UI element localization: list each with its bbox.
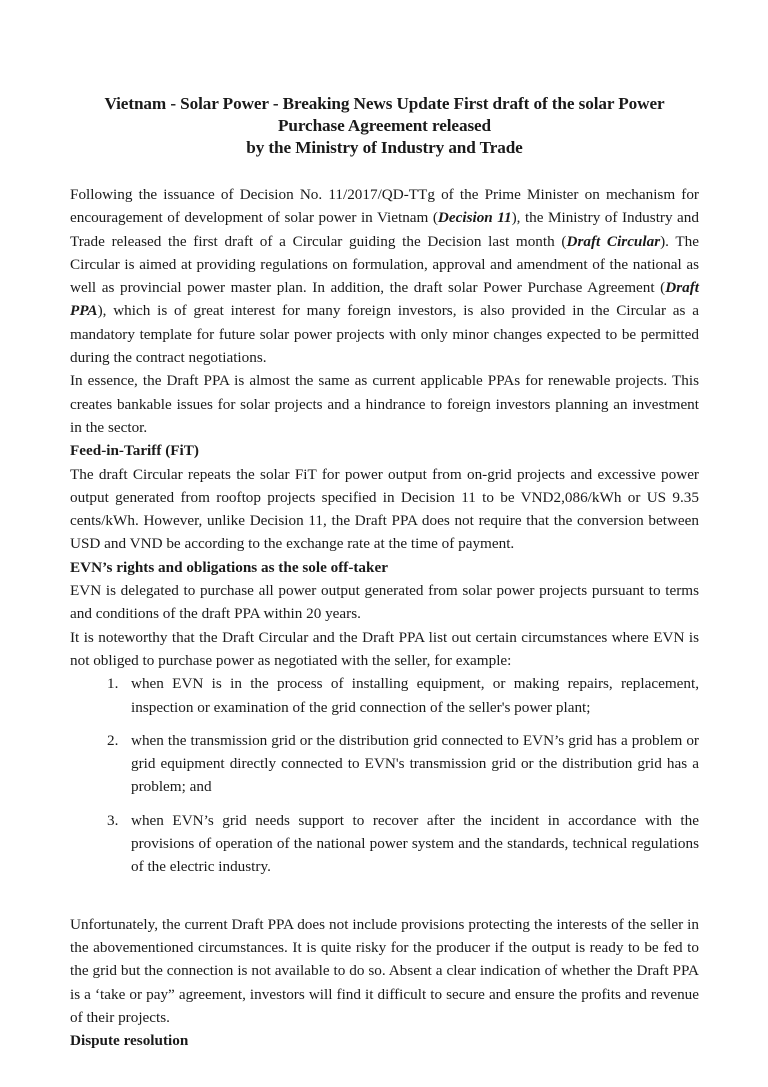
title-line-3: by the Ministry of Industry and Trade xyxy=(246,138,523,157)
list-item-number: 1. xyxy=(107,675,119,693)
intro-paragraph-1 xyxy=(70,183,699,369)
list-item-number: 2. xyxy=(107,731,119,749)
list-item xyxy=(107,809,699,879)
list-item xyxy=(107,672,699,719)
list-item-number: 3. xyxy=(107,811,119,829)
list-item-text: when EVN is in the process of installing equipment, or making repairs, replacement, inspection or examination of the grid connection of the seller's power plant; xyxy=(131,675,699,716)
list-item xyxy=(107,729,699,799)
section-heading-dispute: Dispute resolution xyxy=(70,1032,189,1050)
defined-term-decision-11: Decision 11 xyxy=(437,209,512,227)
evn-paragraph-3: Unfortunately, the current Draft PPA does not include provisions protecting the interests of the seller in the abovementioned circumstances. It is quite risky for the producer if the output is ready to be fed to the grid but the connection is not available to do so. Absent a clear indication of whether the Draft PPA is a ‘take or pay” agreement, investors will find it difficult to secure and ensure the profits and revenue of their projects. xyxy=(70,915,699,1026)
list-item-text: when EVN’s grid needs support to recover after the incident in accordance with the provisions of operation of the national power system and the standards, technical regulations of the electric industry. xyxy=(131,811,699,876)
intro-text-b: ), the Ministry of Industry and Trade released the first draft of a Circular guiding the Decision last month ( xyxy=(70,209,699,250)
defined-term-draft-circular: Draft Circular xyxy=(566,232,661,250)
evn-paragraph-1: EVN is delegated to purchase all power output generated from solar power projects pursuant to terms and conditions of the draft PPA within 20 years. xyxy=(70,582,699,623)
title-line-2: Purchase Agreement released xyxy=(277,116,492,135)
circumstances-list xyxy=(70,672,699,878)
defined-term-draft-ppa: Draft PPA xyxy=(70,279,699,320)
evn-paragraph-2: It is noteworthy that the Draft Circular and the Draft PPA list out certain circumstances where EVN is not obliged to purchase power as negotiated with the seller, for example: xyxy=(70,628,699,669)
document-page xyxy=(70,93,699,1052)
intro-paragraph-2: In essence, the Draft PPA is almost the same as current applicable PPAs for renewable projects. This creates bankable issues for solar projects and a hindrance to foreign investors planning an investment in the sector. xyxy=(70,372,699,436)
document-title xyxy=(70,93,699,159)
intro-text-c: ). The Circular is aimed at providing regulations on formulation, approval and amendment of the national as well as provincial power master plan. In addition, the draft solar Power Purchase Agreement ( xyxy=(70,232,700,297)
section-heading-evn: EVN’s rights and obligations as the sole off-taker xyxy=(70,558,388,576)
fit-paragraph: The draft Circular repeats the solar FiT for power output from on-grid projects and excessive power output generated from rooftop projects specified in Decision 11 to be VND2,086/kWh or US 9.35 cents/kWh. However, unlike Decision 11, the Draft PPA does not require that the conversion between USD and VND be according to the exchange rate at the time of payment. xyxy=(70,465,699,553)
intro-text-a: Following the issuance of Decision No. 11/2017/QD-TTg of the Prime Minister on mechanism for encouragement of development of solar power in Vietnam ( xyxy=(70,186,699,227)
title-line-1: Vietnam - Solar Power - Breaking News Update First draft of the solar Power xyxy=(104,94,665,113)
intro-text-d: ), which is of great interest for many foreign investors, is also provided in the Circular as a mandatory template for future solar power projects with only minor changes expected to be permitted during the contract negotiations. xyxy=(70,302,699,367)
section-heading-fit: Feed-in-Tariff (FiT) xyxy=(70,442,199,460)
list-item-text: when the transmission grid or the distribution grid connected to EVN’s grid has a problem or grid equipment directly connected to EVN's transmission grid or the distribution grid has a problem; and xyxy=(131,731,699,796)
spacer xyxy=(70,889,699,913)
